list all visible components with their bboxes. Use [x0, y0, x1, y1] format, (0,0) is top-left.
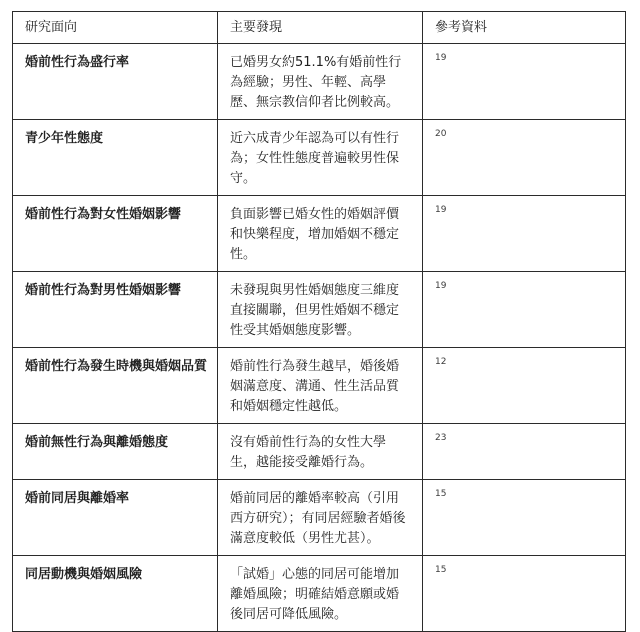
row-finding: 已婚男女約51.1%有婚前性行為經驗；男性、年輕、高學歷、無宗教信仰者比例較高。	[218, 44, 423, 120]
row-topic: 同居動機與婚姻風險	[13, 556, 218, 632]
header-research-aspect: 研究面向	[13, 12, 218, 44]
row-topic: 婚前性行為盛行率	[13, 44, 218, 120]
table-row	[13, 272, 626, 348]
findings-table	[12, 11, 626, 632]
row-finding: 沒有婚前性行為的女性大學生，越能接受離婚行為。	[218, 424, 423, 480]
row-reference: 19	[423, 272, 626, 348]
row-reference: 15	[423, 480, 626, 556]
row-finding: 「試婚」心態的同居可能增加離婚風險；明確結婚意願或婚後同居可降低風險。	[218, 556, 423, 632]
row-reference: 19	[423, 44, 626, 120]
row-reference: 15	[423, 556, 626, 632]
table-row	[13, 480, 626, 556]
row-finding: 近六成青少年認為可以有性行為；女性性態度普遍較男性保守。	[218, 120, 423, 196]
table-row	[13, 120, 626, 196]
table-header-row	[13, 12, 626, 44]
row-reference: 23	[423, 424, 626, 480]
table-row	[13, 424, 626, 480]
header-references: 參考資料	[423, 12, 626, 44]
row-finding: 負面影響已婚女性的婚姻評價和快樂程度，增加婚姻不穩定性。	[218, 196, 423, 272]
header-main-findings: 主要發現	[218, 12, 423, 44]
row-reference: 12	[423, 348, 626, 424]
row-finding: 婚前性行為發生越早，婚後婚姻滿意度、溝通、性生活品質和婚姻穩定性越低。	[218, 348, 423, 424]
row-topic: 婚前無性行為與離婚態度	[13, 424, 218, 480]
row-finding: 未發現與男性婚姻態度三維度直接關聯，但男性婚姻不穩定性受其婚姻態度影響。	[218, 272, 423, 348]
table-row	[13, 44, 626, 120]
row-topic: 婚前同居與離婚率	[13, 480, 218, 556]
row-topic: 青少年性態度	[13, 120, 218, 196]
row-topic: 婚前性行為對女性婚姻影響	[13, 196, 218, 272]
row-topic: 婚前性行為發生時機與婚姻品質	[13, 348, 218, 424]
row-topic: 婚前性行為對男性婚姻影響	[13, 272, 218, 348]
findings-table-container	[12, 11, 625, 632]
row-reference: 19	[423, 196, 626, 272]
table-row	[13, 556, 626, 632]
row-finding: 婚前同居的離婚率較高（引用西方研究）；有同居經驗者婚後滿意度較低（男性尤甚）。	[218, 480, 423, 556]
table-row	[13, 348, 626, 424]
row-reference: 20	[423, 120, 626, 196]
table-row	[13, 196, 626, 272]
